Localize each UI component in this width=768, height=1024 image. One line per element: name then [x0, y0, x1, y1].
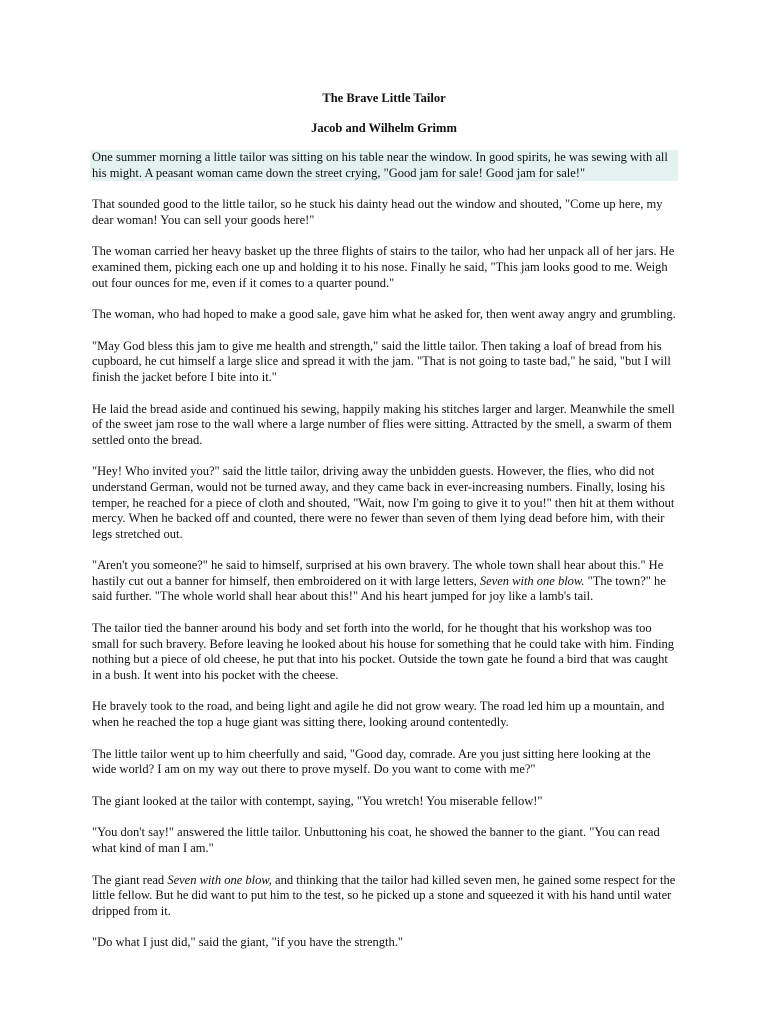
document-author: Jacob and Wilhelm Grimm: [311, 121, 457, 135]
paragraph-14: [92, 873, 676, 920]
paragraph-14-italic: Seven with one blow,: [167, 872, 272, 887]
document-page: [92, 90, 676, 967]
paragraph-8-end: "The town?" he said further. "The whole world shall hear about this!" And his heart jumped for joy like a lamb's tail.: [92, 573, 666, 604]
paragraph-3: The woman carried her heavy basket up the three flights of stairs to the tailor, who had her unpack all of her jars. He examined them, picking each one up and holding it to his nose. Finally he said, "This jam looks good to me. Weigh out four ounces for me, even if it comes to a quarter pound.": [92, 244, 675, 290]
paragraph-10: He bravely took to the road, and being light and agile he did not grow weary. The road led him up a mountain, and when he reached the top a huge giant was sitting there, looking around contentedly.: [92, 699, 665, 730]
paragraph-8-start: "Aren't you someone?" he said to himself, surprised at his own bravery. The whole town shall hear about this." He hastily cut out a banner for himself, then embroidered on it with large letters,: [92, 558, 664, 588]
paragraph-15: "Do what I just did," said the giant, "if you have the strength.": [92, 935, 403, 950]
paragraph-2: That sounded good to the little tailor, so he stuck his dainty head out the window and shouted, "Come up here, my dear woman! You can sell your goods here!": [92, 197, 663, 227]
paragraph-6: He laid the bread aside and continued his sewing, happily making his stitches larger and larger. Meanwhile the smell of the sweet jam rose to the wall where a large number of flies were sitting. Attracted by the smell, a swarm of them settled onto the bread.: [92, 401, 675, 447]
paragraph-1: One summer morning a little tailor was sitting on his table near the window. In good spirits, he was sewing with all his might. A peasant woman came down the street crying, "Good jam for sale! Good jam for sale!": [90, 150, 678, 181]
paragraph-4: The woman, who had hoped to make a good sale, gave him what he asked for, then went away angry and grumbling.: [92, 307, 676, 322]
paragraph-12: The giant looked at the tailor with contempt, saying, "You wretch! You miserable fellow!": [92, 793, 543, 808]
paragraph-14-end: and thinking that the tailor had killed seven men, he gained some respect for the little fellow. But he did want to put him to the test, so he picked up a stone and squeezed it with his hand until water dripped from it.: [92, 872, 676, 918]
paragraph-5: "May God bless this jam to give me health and strength," said the little tailor. Then taking a loaf of bread from his cupboard, he cut himself a large slice and spread it with the jam. "That is not going to taste bad," he said, "but I will finish the jacket before I bite into it.": [92, 338, 671, 384]
paragraph-14-start: The giant read: [92, 872, 168, 887]
paragraph-9: The tailor tied the banner around his body and set forth into the world, for he thought that his workshop was too small for such bravery. Before leaving he looked about his house for something that he could take with him. Finding nothing but a piece of old cheese, he put that into his pocket. Outside the town gate he found a bird that was caught in a bush. It went into his pocket with the cheese.: [92, 621, 675, 682]
paragraph-7: "Hey! Who invited you?" said the little tailor, driving away the unbidden guests. However, the flies, who did not understand German, would not be turned away, and they came back in ever-increasing numbers. Finally, losing his temper, he reached for a piece of cloth and shouted, "Wait, now I'm going to give it to you!" then hit at them without mercy. When he backed off and counted, there were no fewer than seven of them lying dead before him, with their legs stretched out.: [92, 464, 675, 541]
document-title: The Brave Little Tailor: [322, 91, 446, 105]
paragraph-11: The little tailor went up to him cheerfully and said, "Good day, comrade. Are you just sitting here looking at the wide world? I am on my way out there to prove myself. Do you want to come with me?": [92, 746, 651, 777]
paragraph-13: "You don't say!" answered the little tailor. Unbuttoning his coat, he showed the banner to the giant. "You can read what kind of man I am.": [92, 825, 660, 855]
paragraph-8: [92, 558, 676, 605]
paragraph-8-italic: Seven with one blow.: [479, 573, 585, 588]
